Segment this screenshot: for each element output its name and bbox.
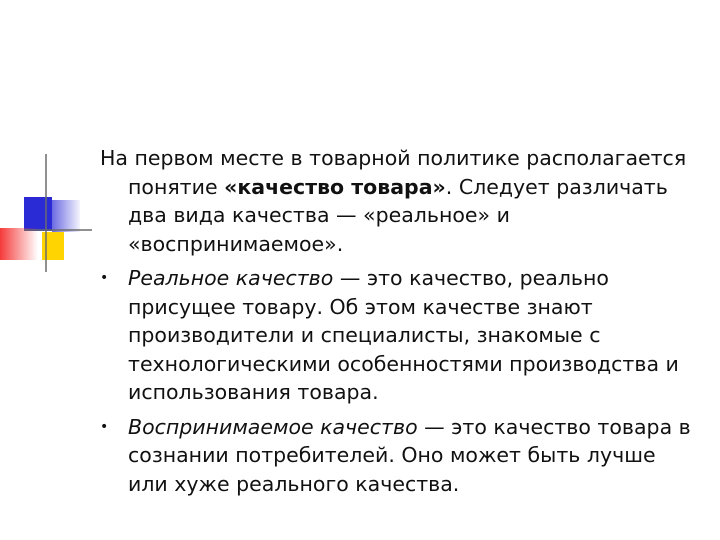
bullet-perceived-quality [100,413,700,499]
intro-text-end: . Следует различать два вида качества — «реальное» и «воспринимаемое». [128,174,668,256]
slide-decoration [0,0,110,290]
bullet-marker: • [100,270,109,286]
deco-blue-square [24,197,52,231]
intro-paragraph [100,144,700,258]
intro-text-start: На первом месте в товарной политике располагается понятие [100,146,687,199]
slide-body [100,144,700,498]
intro-bold-term: «качество товара» [224,174,446,199]
bullet-marker: • [100,418,109,435]
bullet-term: Реальное качество [128,266,334,290]
bullet-term: Воспринимаемое качество [128,414,418,439]
deco-red-block [0,228,38,260]
bullet-text: — это качество, реально присущее товару. Об этом качестве знают производители и специалисты, знакомые с технологическими особенностями производства и использования товара. [128,266,679,404]
bullet-real-quality [100,264,700,407]
bullet-text: — это качество товара в сознании потребителей. Оно может быть лучше или хуже реального качества. [128,414,691,496]
deco-blue-fade [52,200,80,232]
